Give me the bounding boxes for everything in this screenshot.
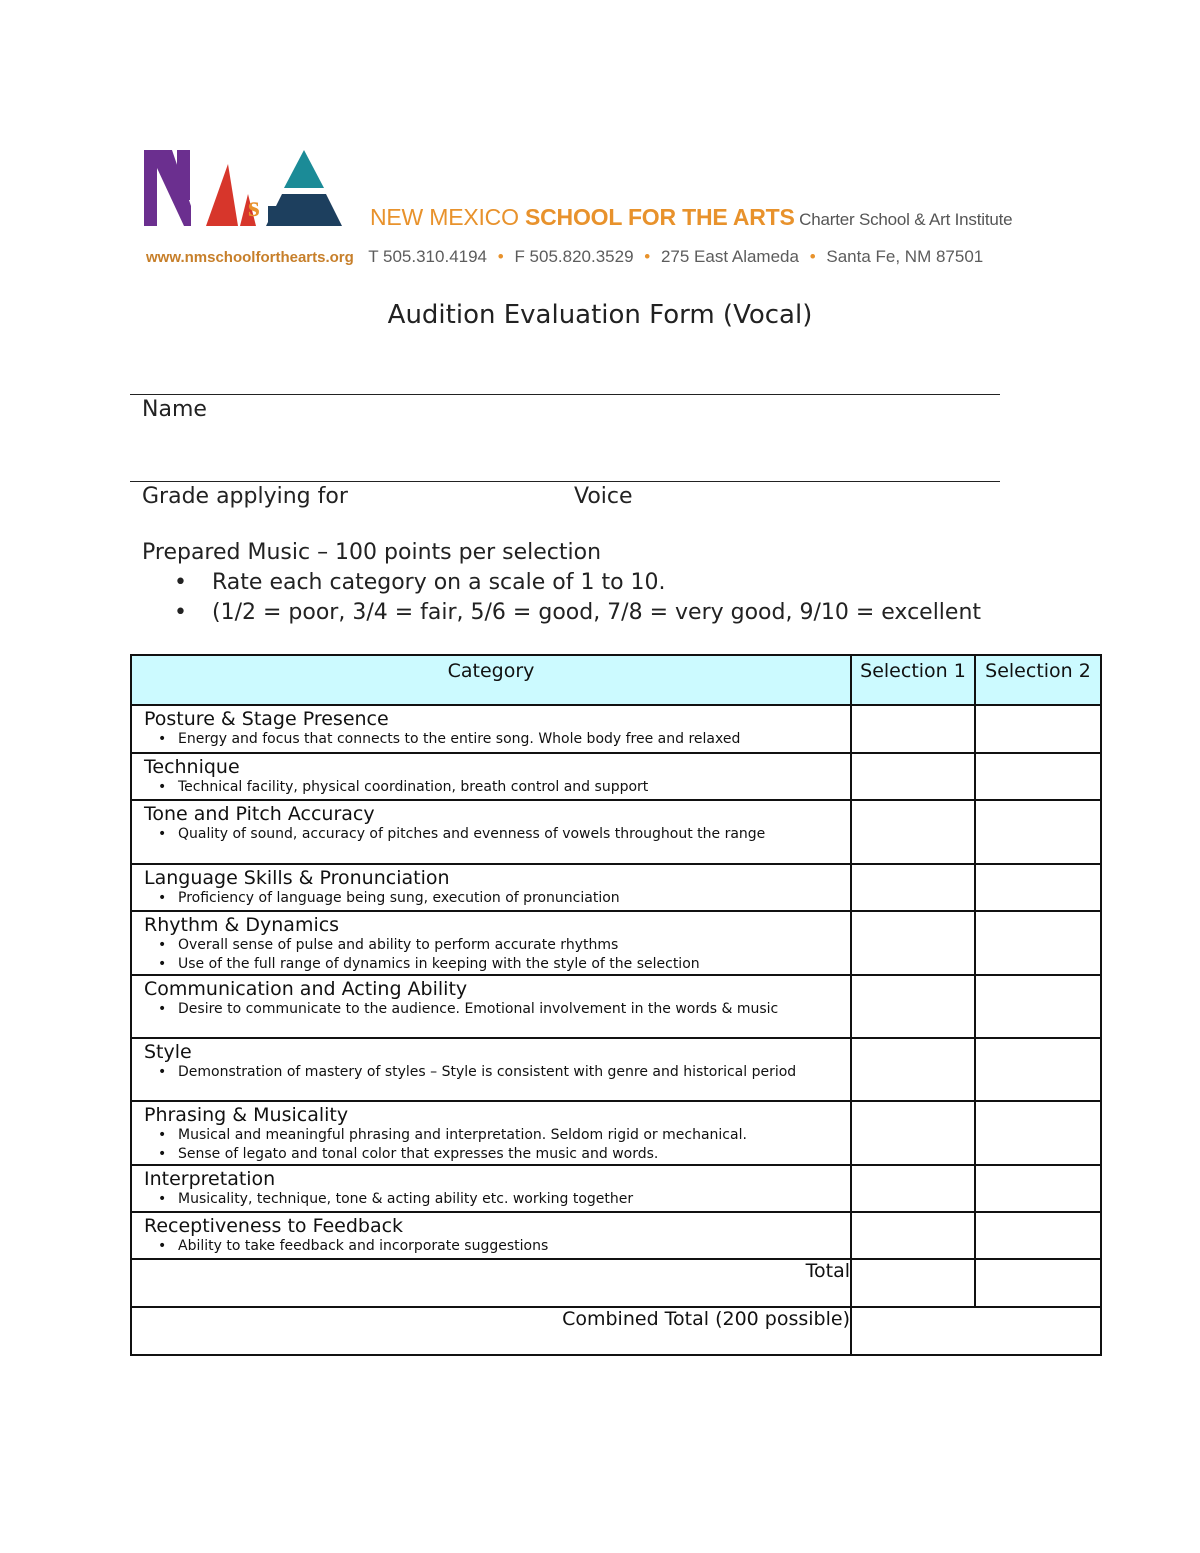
selection-2-score[interactable]: [975, 753, 1101, 800]
selection-1-score[interactable]: [851, 911, 975, 975]
selection-1-score[interactable]: [851, 1038, 975, 1101]
prepared-music-list: [174, 568, 981, 628]
selection-2-header: Selection 2: [975, 655, 1101, 705]
selection-2-score[interactable]: [975, 864, 1101, 911]
form-title: Audition Evaluation Form (Vocal): [387, 300, 813, 330]
category-cell: [131, 911, 851, 975]
category-description: • Technical facility, physical coordination, breath control and support: [158, 779, 649, 795]
category-cell: [131, 1165, 851, 1212]
selection-1-score[interactable]: [851, 975, 975, 1038]
table-row: [131, 975, 1101, 1038]
table-header-row: [131, 655, 1101, 705]
table-row: [131, 864, 1101, 911]
table-row: [131, 800, 1101, 864]
category-name: Style: [144, 1041, 192, 1063]
nmsa-logo: [144, 146, 358, 228]
total-row: [131, 1259, 1101, 1307]
separator-dot: •: [497, 247, 504, 266]
category-cell: [131, 705, 851, 753]
selection-2-score[interactable]: [975, 975, 1101, 1038]
separator-dot: •: [644, 247, 651, 266]
selection-1-score[interactable]: [851, 753, 975, 800]
category-name: Receptiveness to Feedback: [144, 1215, 404, 1237]
category-name: Tone and Pitch Accuracy: [144, 803, 375, 825]
selection-1-score[interactable]: [851, 1101, 975, 1165]
category-cell: [131, 975, 851, 1038]
combined-total-value[interactable]: [851, 1307, 1101, 1355]
selection-1-score[interactable]: [851, 800, 975, 864]
selection-1-total[interactable]: [851, 1259, 975, 1307]
selection-1-score[interactable]: [851, 1212, 975, 1259]
table-row: [131, 1212, 1101, 1259]
contact-line: [146, 247, 983, 267]
category-description: • Quality of sound, accuracy of pitches and evenness of vowels throughout the range: [158, 826, 766, 842]
selection-2-score[interactable]: [975, 1212, 1101, 1259]
table-row: [131, 753, 1101, 800]
category-name: Communication and Acting Ability: [144, 978, 468, 1000]
separator-dot: •: [809, 247, 816, 266]
selection-1-score[interactable]: [851, 864, 975, 911]
category-name: Language Skills & Pronunciation: [144, 867, 450, 889]
selection-2-score[interactable]: [975, 1101, 1101, 1165]
category-description: • Ability to take feedback and incorporate suggestions: [158, 1238, 549, 1254]
evaluation-table: [130, 654, 1102, 1356]
org-name: NEW MEXICO SCHOOL FOR THE ARTS Charter School & Art Institute: [370, 204, 1013, 230]
selection-2-score[interactable]: [975, 800, 1101, 864]
category-name: Technique: [144, 756, 240, 778]
phone: T 505.310.4194: [368, 247, 488, 266]
fax: F 505.820.3529: [514, 247, 634, 266]
svg-text:s: s: [248, 190, 260, 223]
category-name: Phrasing & Musicality: [144, 1104, 349, 1126]
selection-1-score[interactable]: [851, 1165, 975, 1212]
name-line[interactable]: [130, 394, 1000, 395]
category-description: • Energy and focus that connects to the entire song. Whole body free and relaxed: [158, 731, 741, 747]
combined-total-label: Combined Total (200 possible): [131, 1307, 851, 1355]
table-row: [131, 1165, 1101, 1212]
list-item: • (1/2 = poor, 3/4 = fair, 5/6 = good, 7/8 = very good, 9/10 = excellent: [174, 600, 982, 625]
grade-label: Grade applying for: [142, 484, 348, 509]
selection-2-score[interactable]: [975, 1165, 1101, 1212]
selection-1-score[interactable]: [851, 705, 975, 753]
category-description: • Musicality, technique, tone & acting ability etc. working together: [158, 1191, 634, 1207]
table-row: [131, 1101, 1101, 1165]
category-name: Interpretation: [144, 1168, 276, 1190]
category-cell: [131, 800, 851, 864]
category-cell: [131, 864, 851, 911]
table-row: [131, 911, 1101, 975]
category-cell: [131, 1212, 851, 1259]
voice-label: Voice: [574, 484, 633, 509]
selection-1-header: Selection 1: [851, 655, 975, 705]
table-row: [131, 705, 1101, 753]
total-label: Total: [131, 1259, 851, 1307]
category-cell: [131, 1101, 851, 1165]
table-row: [131, 1038, 1101, 1101]
grade-line[interactable]: [130, 481, 1000, 482]
list-item: • Rate each category on a scale of 1 to 10.: [174, 570, 666, 595]
category-description: • Desire to communicate to the audience. Emotional involvement in the words & music: [158, 1001, 779, 1017]
category-description: • Demonstration of mastery of styles – Style is consistent with genre and historical period: [158, 1064, 797, 1080]
website-link[interactable]: www.nmschoolforthearts.org: [146, 249, 354, 266]
selection-2-score[interactable]: [975, 911, 1101, 975]
city: Santa Fe, NM 87501: [826, 247, 984, 266]
name-label: Name: [142, 397, 207, 422]
selection-2-total[interactable]: [975, 1259, 1101, 1307]
category-description: • Proficiency of language being sung, execution of pronunciation: [158, 890, 620, 906]
selection-2-score[interactable]: [975, 705, 1101, 753]
selection-2-score[interactable]: [975, 1038, 1101, 1101]
address: 275 East Alameda: [660, 247, 799, 266]
category-cell: [131, 1038, 851, 1101]
category-cell: [131, 753, 851, 800]
prepared-music-title: Prepared Music – 100 points per selection: [142, 540, 602, 565]
category-description: • Musical and meaningful phrasing and interpretation. Seldom rigid or mechanical. • Sense of legato and tonal color that expresses the music and words.: [158, 1127, 747, 1162]
category-name: Posture & Stage Presence: [144, 708, 389, 730]
category-header: Category: [131, 655, 851, 705]
category-name: Rhythm & Dynamics: [144, 914, 340, 936]
category-description: • Overall sense of pulse and ability to perform accurate rhythms • Use of the full range of dynamics in keeping with the style of the selection: [158, 937, 700, 972]
combined-total-row: [131, 1307, 1101, 1355]
